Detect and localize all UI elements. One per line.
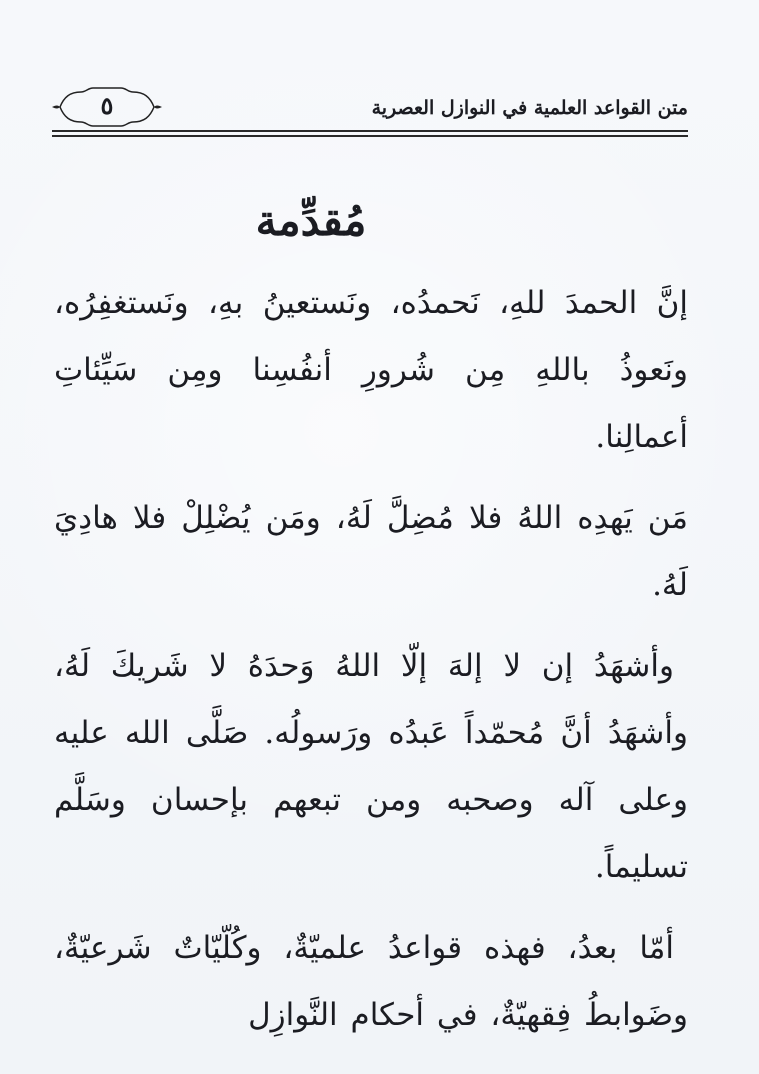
running-title: متن القواعد العلمية في النوازل العصرية — [371, 97, 688, 119]
page-number-frame — [48, 84, 166, 130]
header-rule-top — [52, 130, 688, 132]
page-number: ٥ — [100, 91, 114, 120]
page-header — [46, 72, 690, 142]
header-rule-bottom — [52, 135, 688, 137]
paragraph-guidance: مَن يَهدِه اللهُ فلا مُضِلَّ لَهُ، ومَن يُضْلِلْ فلا هادِيَ لَهُ. — [54, 500, 688, 603]
paragraph-opening: إنَّ الحمدَ للهِ، نَحمدُه، ونَستعينُ بهِ، ونَستغفِرُه، ونَعوذُ باللهِ مِن شُرورِ أنفُسِنا ومِن سَيِّئاتِ أعمالِنا. — [54, 285, 688, 455]
paragraph-introduction: أمّا بعدُ، فهذه قواعدُ علميّةٌ، وكُلّيّاتٌ شَرعيّةٌ، وضَوابطُ فِقهيّةٌ، في أحكام النَّوازِل — [54, 930, 688, 1033]
page-content — [54, 192, 688, 1049]
section-heading: مُقدِّمة — [255, 196, 367, 245]
paragraph-testimony: وأشهَدُ إن لا إلهَ إلّا اللهُ وَحدَهُ لا شَريكَ لَهُ، وأشهَدُ أنَّ مُحمّداً عَبدُه ورَسولُه. صَلَّى الله عليه وعلى آله وصحبه ومن تبعهم بإحسان وسَلَّم تسليماً. — [54, 648, 688, 885]
